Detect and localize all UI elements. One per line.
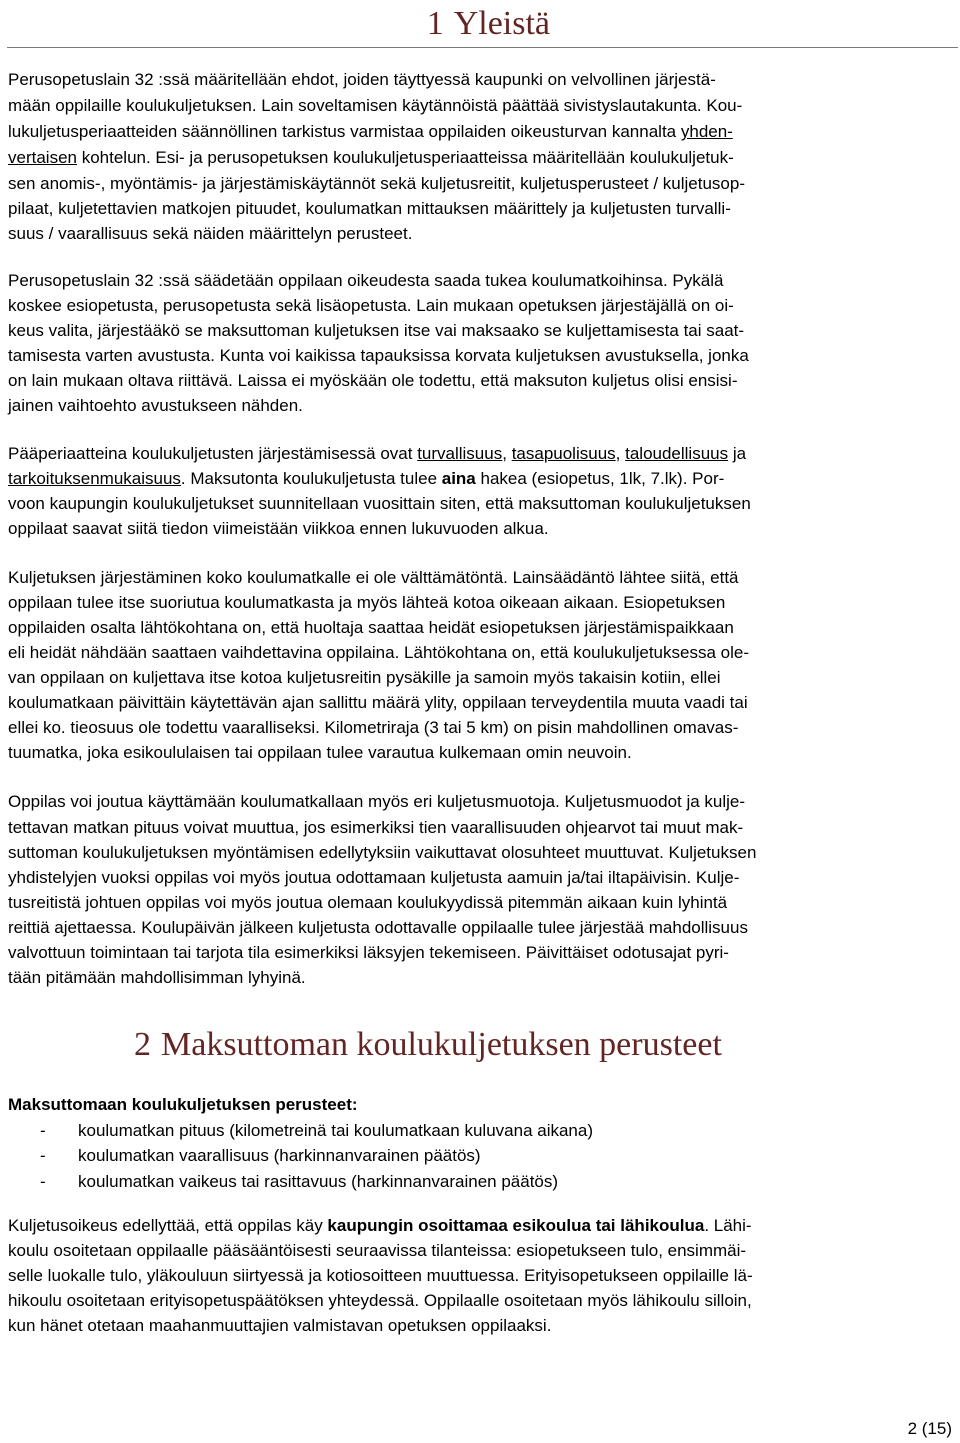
bullet-dash: - <box>40 1172 46 1191</box>
criteria-heading: Maksuttomaan koulukuljetuksen perusteet: <box>8 1095 358 1114</box>
text-segment: voon kaupungin koulukuljetukset suunnitellaan vuosittain siten, että maksuttoman koulukuljetuksen <box>8 494 751 513</box>
text-line <box>8 393 303 419</box>
text-segment: Perusopetuslain 32 :ssä määritellään ehdot, joiden täyttyessä kaupunki on velvollinen järjestä- <box>8 70 716 89</box>
text-segment: yhdistelyjen vuoksi oppilas voi myös joutua odottamaan kuljetusta aamuin ja/tai iltapäivisin. Kulje- <box>8 868 740 887</box>
text-line <box>8 715 738 741</box>
text-line <box>8 690 748 716</box>
text-segment: hakea (esiopetus, 1lk, 7.lk). Por- <box>475 469 725 488</box>
text-segment: koulumatkaan päivittäin käytettävän ajan sallittu määrä ylity, oppilaan terveydentila muuta vaadi tai <box>8 693 748 712</box>
text-segment: kun hänet otetaan maahanmuuttajien valmistavan opetuksen oppilaaksi. <box>8 1316 552 1335</box>
text-segment: sen anomis-, myöntämis- ja järjestämiskäytännöt sekä kuljetusreitit, kuljetusperusteet / kuljetusop- <box>8 174 745 193</box>
text-segment: , <box>502 444 512 463</box>
text-segment: mään oppilaille koulukuljetuksen. Lain soveltamisen käytännöistä päättää sivistyslautakunta. Kou- <box>8 96 743 115</box>
text-line <box>8 840 756 866</box>
text-line <box>8 368 738 394</box>
text-segment: pilaat, kuljetettavien matkojen pituudet, koulumatkan mittauksen määrittely ja kuljetusten turvalli- <box>8 199 731 218</box>
text-segment: Pääperiaatteina koulukuljetusten järjestämisessä ovat <box>8 444 418 463</box>
text-line <box>8 318 744 344</box>
text-line <box>8 815 743 841</box>
text-segment: tuumatka, joka esikoululaisen tai oppilaan tulee varautua kulkemaan omin neuvoin. <box>8 743 632 762</box>
underlined-text: vertaisen <box>8 148 77 167</box>
text-line <box>8 965 306 991</box>
text-line <box>8 640 749 666</box>
underlined-text: turvallisuus <box>417 444 503 463</box>
text-segment: oppilaiden osalta lähtökohtana on, että huoltaja saattaa heidät esiopetuksen järjestämispaikkaan <box>8 618 734 637</box>
text-line <box>8 940 729 966</box>
text-segment: reittiä ajettaessa. Koulupäivän jälkeen kuljetusta odottavalle oppilaalle tulee järjestää mahdollisuus <box>8 918 748 937</box>
page-number: 2 (15) <box>907 1419 952 1438</box>
heading-1 <box>427 4 550 44</box>
heading-rule <box>7 47 958 48</box>
text-line <box>8 789 745 815</box>
text-segment: koulu osoitetaan oppilaalle pääsääntöisesti seuraavissa tilanteissa: esiopetukseen tulo, ensimmäi- <box>8 1241 747 1260</box>
text-segment: eli heidät nähdään saattaen vaihdettavina oppilaina. Lähtökohtana on, että koulukuljetuksessa ole- <box>8 643 749 662</box>
heading-2-number: 2 <box>134 1026 151 1063</box>
text-segment: keus valita, järjestääkö se maksuttoman kuljetuksen itse vai maksaako se kuljettamisesta tai saat- <box>8 321 745 340</box>
text-line <box>8 1263 753 1289</box>
text-line <box>8 1213 752 1239</box>
text-segment: oppilaat saavat siitä tiedon viimeistään viikkoa ennen lukuvuoden alkua. <box>8 519 549 538</box>
text-segment: Kuljetuksen järjestäminen koko koulumatkalle ei ole välttämätöntä. Lainsäädäntö lähtee siitä, että <box>8 568 739 587</box>
list-item-text: koulumatkan vaikeus tai rasittavuus (harkinnanvarainen päätös) <box>78 1172 559 1191</box>
underlined-text: tasapuolisuus <box>511 444 616 463</box>
text-segment: Perusopetuslain 32 :ssä säädetään oppilaan oikeudesta saada tukea koulumatkoihinsa. Pykälä <box>8 271 724 290</box>
text-line <box>8 565 739 591</box>
text-line <box>8 1288 752 1314</box>
text-segment: Kuljetusoikeus edellyttää, että oppilas käy <box>8 1216 328 1235</box>
underlined-text: yhden- <box>680 122 733 141</box>
list-item <box>0 1169 960 1195</box>
text-line <box>8 171 745 197</box>
text-segment: tään pitämään mahdollisimman lyhyinä. <box>8 968 306 987</box>
text-segment: , <box>615 444 626 463</box>
text-line <box>8 268 723 294</box>
text-line <box>8 491 751 517</box>
text-line <box>8 441 746 467</box>
underlined-text: tarkoituksenmukaisuus <box>8 469 181 488</box>
underlined-text: taloudellisuus <box>625 444 729 463</box>
text-line <box>8 93 742 119</box>
text-line <box>8 665 720 691</box>
heading-2 <box>134 1024 722 1066</box>
text-line <box>8 915 748 941</box>
bullet-dash: - <box>40 1146 46 1165</box>
text-line <box>8 1238 746 1264</box>
text-line <box>8 615 734 641</box>
list-item <box>0 1143 960 1169</box>
list-item-text: koulumatkan pituus (kilometreinä tai koulumatkaan kuluvana aikana) <box>78 1121 594 1140</box>
text-line <box>8 67 716 93</box>
text-segment: suttoman koulukuljetuksen myöntämisen edellytyksiin vaikuttavat olosuhteet muuttuvat. Kuljetuksen <box>8 843 757 862</box>
text-segment: lukuljetusperiaatteiden säännöllinen tarkistus varmistaa oppilaiden oikeusturvan kannalta <box>8 122 681 141</box>
text-segment: ellei ko. tieosuus ole todettu vaaralliseksi. Kilometriraja (3 tai 5 km) on pisin mahdollinen omavas- <box>8 718 739 737</box>
bold-text: aina <box>441 469 476 488</box>
text-line <box>8 590 725 616</box>
text-line <box>8 196 731 222</box>
list-item-text: koulumatkan vaarallisuus (harkinnanvarainen päätös) <box>78 1146 481 1165</box>
text-segment: tusreitistä johtuen oppilas voi myös joutua olemaan koulukyydissä pitemmän aikaan kuin lyhintä <box>8 893 728 912</box>
text-line <box>8 466 724 492</box>
text-line <box>8 119 733 145</box>
text-line <box>8 890 727 916</box>
heading-1-number: 1 <box>426 5 444 42</box>
text-segment: jainen vaihtoehto avustukseen nähden. <box>8 396 303 415</box>
text-line <box>8 145 734 171</box>
text-segment: valvottuun toimintaan tai tarjota tila esimerkiksi läksyjen tekemiseen. Päivittäiset odotusajat pyri- <box>8 943 729 962</box>
text-segment: selle luokalle tulo, yläkouluun siirtyessä ja kotiosoitteen muuttuessa. Erityisopetukseen oppilaille lä- <box>8 1266 753 1285</box>
text-segment: koskee esiopetusta, perusopetusta sekä lisäopetusta. Lain mukaan opetuksen järjestäjällä on oi- <box>8 296 734 315</box>
text-segment: kohtelun. Esi- ja perusopetuksen koulukuljetusperiaatteissa määritellään koulukuljetuk- <box>76 148 734 167</box>
text-segment: . Lähi- <box>704 1216 752 1235</box>
text-segment: van oppilaan on kuljettava itse kotoa kuljetusreitin pysäkille ja samoin myös takaisin kotiin, ellei <box>8 668 721 687</box>
text-line <box>8 1313 551 1339</box>
text-segment: on lain mukaan oltava riittävä. Laissa ei myöskään ole todettu, että maksuton kuljetus olisi ensisi- <box>8 371 738 390</box>
bold-text: kaupungin osoittamaa esikoulua tai lähikoulua <box>327 1216 705 1235</box>
heading-1-title: Yleistä <box>453 5 550 42</box>
text-segment: Oppilas voi joutua käyttämään koulumatkallaan myös eri kuljetusmuotoja. Kuljetusmuodot ja kulje- <box>8 792 746 811</box>
text-line <box>8 343 749 369</box>
list-item <box>0 1118 960 1144</box>
text-segment: hikoulu osoitetaan erityisopetuspäätöksen yhteydessä. Oppilaalle osoitetaan myös lähikoulu silloin, <box>8 1291 752 1310</box>
text-segment: suus / vaarallisuus sekä näiden määrittelyn perusteet. <box>8 224 413 243</box>
text-line <box>8 740 632 766</box>
text-segment: . Maksutonta koulukuljetusta tulee <box>180 469 442 488</box>
bullet-dash: - <box>40 1121 46 1140</box>
text-line <box>8 865 739 891</box>
text-segment: tettavan matkan pituus voivat muuttua, jos esimerkiksi tien vaarallisuuden ohjearvot tai muut mak- <box>8 818 744 837</box>
text-line <box>8 221 412 247</box>
heading-2-title: Maksuttoman koulukuljetuksen perusteet <box>161 1026 722 1063</box>
text-line <box>8 516 549 542</box>
text-segment: tamisesta varten avustusta. Kunta voi kaikissa tapauksissa korvata kuljetuksen avustuksella, jonka <box>8 346 749 365</box>
text-line <box>8 293 734 319</box>
text-segment: oppilaan tulee itse suoriutua koulumatkasta ja myös lähteä kotoa oikeaan aikaan. Esiopetuksen <box>8 593 726 612</box>
text-segment: ja <box>728 444 747 463</box>
